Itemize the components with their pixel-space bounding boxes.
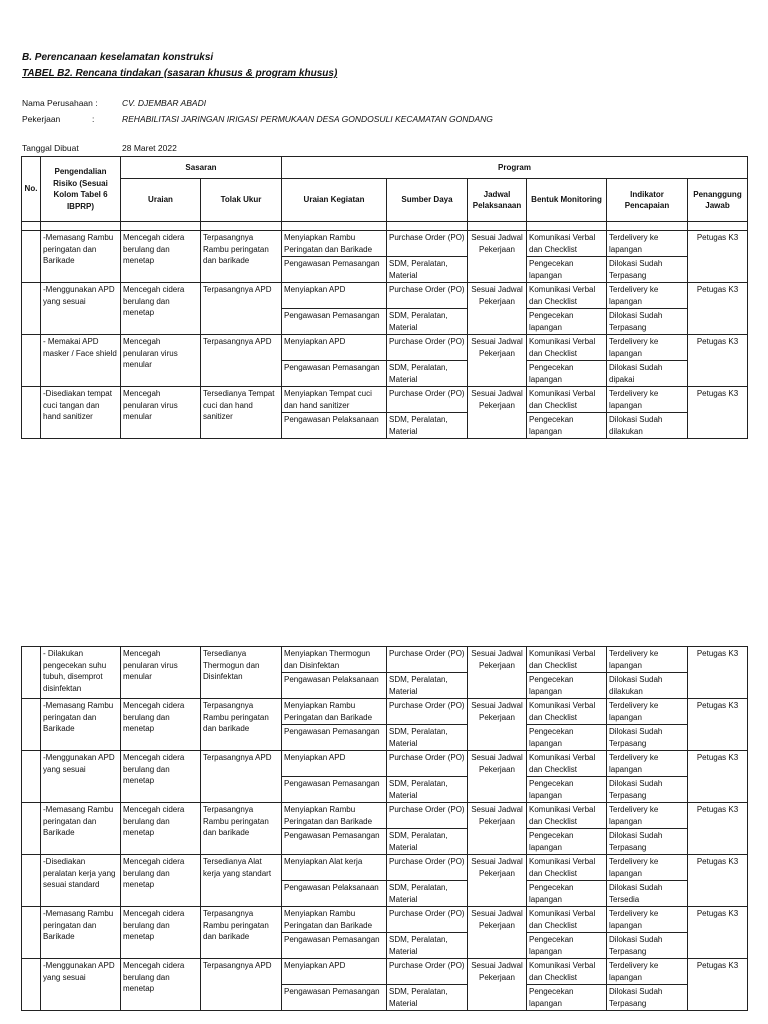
row-number-cell [22, 803, 41, 855]
monitoring-cell: Pengecekan lapangan [527, 413, 607, 439]
pic-cell: Petugas K3 [688, 231, 748, 283]
header-no: No. [22, 157, 41, 222]
monitoring-cell: Pengecekan lapangan [527, 881, 607, 907]
pic-cell: Petugas K3 [688, 907, 748, 959]
table-row [22, 335, 748, 361]
monitoring-cell: Pengecekan lapangan [527, 309, 607, 335]
indicator-cell: Terdelivery ke lapangan [607, 751, 688, 777]
resources-cell: SDM, Peralatan, Material [387, 309, 468, 335]
target-description-cell: Mencegah penularan virus menular [121, 647, 201, 699]
monitoring-cell: Komunikasi Verbal dan Checklist [527, 647, 607, 673]
target-description-cell: Mencegah cidera berulang dan menetap [121, 959, 201, 1011]
indicator-cell: Dilokasi Sudah dilakukan [607, 413, 688, 439]
pic-cell: Petugas K3 [688, 855, 748, 907]
monitoring-cell: Komunikasi Verbal dan Checklist [527, 751, 607, 777]
pic-cell: Petugas K3 [688, 647, 748, 699]
resources-cell: Purchase Order (PO) [387, 907, 468, 933]
resources-cell: SDM, Peralatan, Material [387, 881, 468, 907]
resources-cell: Purchase Order (PO) [387, 335, 468, 361]
activity-cell: Pengawasan Pemasangan [282, 725, 387, 751]
indicator-cell: Terdelivery ke lapangan [607, 647, 688, 673]
activity-cell: Pengawasan Pelaksanaan [282, 881, 387, 907]
monitoring-cell: Komunikasi Verbal dan Checklist [527, 387, 607, 413]
pic-cell: Petugas K3 [688, 387, 748, 439]
activity-cell: Menyiapkan APD [282, 959, 387, 985]
risk-control-cell: -Menggunakan APD yang sesuai [41, 283, 121, 335]
resources-cell: SDM, Peralatan, Material [387, 933, 468, 959]
header-target: Sasaran [121, 157, 282, 179]
job-label: Pekerjaan [22, 114, 61, 124]
activity-cell: Pengawasan Pelaksanaan [282, 673, 387, 699]
header-activity: Uraian Kegiatan [282, 179, 387, 222]
row-number-cell [22, 283, 41, 335]
indicator-cell: Terdelivery ke lapangan [607, 855, 688, 881]
indicator-cell: Dilokasi Sudah Terpasang [607, 309, 688, 335]
header-risk-control: Pengendalian Risiko (Sesuai Kolom Tabel 6 IBPRP) [41, 157, 121, 222]
risk-control-cell: -Memasang Rambu peringatan dan Barikade [41, 699, 121, 751]
activity-cell: Pengawasan Pemasangan [282, 257, 387, 283]
resources-cell: Purchase Order (PO) [387, 803, 468, 829]
resources-cell: Purchase Order (PO) [387, 387, 468, 413]
header-pic: Penanggung Jawab [688, 179, 748, 222]
target-measure-cell: Terpasangnya APD [201, 751, 282, 803]
header-indicator: Indikator Pencapaian [607, 179, 688, 222]
indicator-cell: Terdelivery ke lapangan [607, 387, 688, 413]
monitoring-cell: Pengecekan lapangan [527, 985, 607, 1011]
monitoring-cell: Pengecekan lapangan [527, 257, 607, 283]
monitoring-cell: Pengecekan lapangan [527, 673, 607, 699]
schedule-cell: Sesuai Jadwal Pekerjaan [468, 647, 527, 699]
schedule-cell: Sesuai Jadwal Pekerjaan [468, 751, 527, 803]
resources-cell: Purchase Order (PO) [387, 283, 468, 309]
indicator-cell: Dilokasi Sudah Terpasang [607, 933, 688, 959]
action-plan-table-page-2 [21, 646, 748, 1011]
indicator-cell: Dilokasi Sudah dipakai [607, 361, 688, 387]
monitoring-cell: Pengecekan lapangan [527, 361, 607, 387]
row-number-cell [22, 335, 41, 387]
monitoring-cell: Komunikasi Verbal dan Checklist [527, 231, 607, 257]
company-value: CV. DJEMBAR ABADI [122, 98, 207, 108]
schedule-cell: Sesuai Jadwal Pekerjaan [468, 855, 527, 907]
row-number-cell [22, 907, 41, 959]
risk-control-cell: - Memakai APD masker / Face shield [41, 335, 121, 387]
row-number-cell [22, 959, 41, 1011]
schedule-cell: Sesuai Jadwal Pekerjaan [468, 699, 527, 751]
activity-cell: Menyiapkan Thermogun dan Disinfektan [282, 647, 387, 673]
monitoring-cell: Komunikasi Verbal dan Checklist [527, 855, 607, 881]
resources-cell: SDM, Peralatan, Material [387, 673, 468, 699]
schedule-cell: Sesuai Jadwal Pekerjaan [468, 387, 527, 439]
company-label: Nama Perusahaan : [22, 98, 98, 108]
resources-cell: SDM, Peralatan, Material [387, 777, 468, 803]
indicator-cell: Terdelivery ke lapangan [607, 231, 688, 257]
resources-cell: Purchase Order (PO) [387, 751, 468, 777]
indicator-cell: Dilokasi Sudah Terpasang [607, 829, 688, 855]
pic-cell: Petugas K3 [688, 751, 748, 803]
resources-cell: SDM, Peralatan, Material [387, 257, 468, 283]
monitoring-cell: Komunikasi Verbal dan Checklist [527, 283, 607, 309]
table-row [22, 855, 748, 881]
schedule-cell: Sesuai Jadwal Pekerjaan [468, 907, 527, 959]
indicator-cell: Dilokasi Sudah Terpasang [607, 777, 688, 803]
table-row [22, 387, 748, 413]
table-row [22, 751, 748, 777]
activity-cell: Menyiapkan APD [282, 751, 387, 777]
activity-cell: Menyiapkan APD [282, 283, 387, 309]
date-value: 28 Maret 2022 [122, 143, 177, 153]
table-row [22, 699, 748, 725]
activity-cell: Pengawasan Pemasangan [282, 829, 387, 855]
target-measure-cell: Terpasangnya Rambu peringatan dan barikade [201, 803, 282, 855]
target-description-cell: Mencegah cidera berulang dan menetap [121, 231, 201, 283]
indicator-cell: Dilokasi Sudah dilakukan [607, 673, 688, 699]
activity-cell: Pengawasan Pemasangan [282, 777, 387, 803]
target-description-cell: Mencegah penularan virus menular [121, 387, 201, 439]
resources-cell: SDM, Peralatan, Material [387, 829, 468, 855]
target-measure-cell: Terpasangnya APD [201, 283, 282, 335]
job-separator: : [92, 114, 95, 124]
resources-cell: SDM, Peralatan, Material [387, 985, 468, 1011]
target-measure-cell: Tersedianya Alat kerja yang standart [201, 855, 282, 907]
header-measure: Tolak Ukur [201, 179, 282, 222]
indicator-cell: Dilokasi Sudah Terpasang [607, 725, 688, 751]
indicator-cell: Dilokasi Sudah Tersedia [607, 881, 688, 907]
table-body-page-1 [22, 222, 748, 439]
activity-cell: Pengawasan Pemasangan [282, 361, 387, 387]
target-measure-cell: Terpasangnya APD [201, 335, 282, 387]
monitoring-cell: Pengecekan lapangan [527, 725, 607, 751]
target-measure-cell: Tersedianya Tempat cuci dan hand sanitizer [201, 387, 282, 439]
target-description-cell: Mencegah cidera berulang dan menetap [121, 699, 201, 751]
monitoring-cell: Komunikasi Verbal dan Checklist [527, 699, 607, 725]
target-description-cell: Mencegah cidera berulang dan menetap [121, 855, 201, 907]
risk-control-cell: -Memasang Rambu peringatan dan Barikade [41, 803, 121, 855]
row-number-cell [22, 855, 41, 907]
pic-cell: Petugas K3 [688, 959, 748, 1011]
pic-cell: Petugas K3 [688, 335, 748, 387]
risk-control-cell: - Dilakukan pengecekan suhu tubuh, disemprot disinfektan [41, 647, 121, 699]
risk-control-cell: -Disediakan tempat cuci tangan dan hand sanitizer [41, 387, 121, 439]
target-measure-cell: Terpasangnya APD [201, 959, 282, 1011]
header-description: Uraian [121, 179, 201, 222]
row-number-cell [22, 231, 41, 283]
header-program: Program [282, 157, 748, 179]
activity-cell: Pengawasan Pemasangan [282, 933, 387, 959]
pic-cell: Petugas K3 [688, 803, 748, 855]
monitoring-cell: Komunikasi Verbal dan Checklist [527, 803, 607, 829]
risk-control-cell: -Memasang Rambu peringatan dan Barikade [41, 907, 121, 959]
section-title: B. Perencanaan keselamatan konstruksi [22, 52, 214, 63]
table-row [22, 283, 748, 309]
schedule-cell: Sesuai Jadwal Pekerjaan [468, 231, 527, 283]
table-row [22, 907, 748, 933]
target-measure-cell: Terpasangnya Rambu peringatan dan barikade [201, 699, 282, 751]
indicator-cell: Dilokasi Sudah Terpasang [607, 257, 688, 283]
schedule-cell: Sesuai Jadwal Pekerjaan [468, 335, 527, 387]
risk-control-cell: -Disediakan peralatan kerja yang sesuai standard [41, 855, 121, 907]
pic-cell: Petugas K3 [688, 283, 748, 335]
blank-row [22, 222, 748, 231]
header-resources: Sumber Daya [387, 179, 468, 222]
indicator-cell: Terdelivery ke lapangan [607, 907, 688, 933]
indicator-cell: Terdelivery ke lapangan [607, 283, 688, 309]
monitoring-cell: Komunikasi Verbal dan Checklist [527, 959, 607, 985]
resources-cell: SDM, Peralatan, Material [387, 725, 468, 751]
row-number-cell [22, 387, 41, 439]
target-description-cell: Mencegah cidera berulang dan menetap [121, 751, 201, 803]
activity-cell: Pengawasan Pemasangan [282, 309, 387, 335]
indicator-cell: Dilokasi Sudah Terpasang [607, 985, 688, 1011]
resources-cell: Purchase Order (PO) [387, 959, 468, 985]
resources-cell: Purchase Order (PO) [387, 647, 468, 673]
table-body-page-2 [22, 647, 748, 1011]
job-value: REHABILITASI JARINGAN IRIGASI PERMUKAAN DESA GONDOSULI KECAMATAN GONDANG [122, 114, 493, 124]
monitoring-cell: Komunikasi Verbal dan Checklist [527, 335, 607, 361]
header-monitoring: Bentuk Monitoring [527, 179, 607, 222]
table-title: TABEL B2. Rencana tindakan (sasaran khusus & program khusus) [22, 68, 338, 79]
risk-control-cell: -Menggunakan APD yang sesuai [41, 751, 121, 803]
activity-cell: Pengawasan Pelaksanaan [282, 413, 387, 439]
indicator-cell: Terdelivery ke lapangan [607, 959, 688, 985]
row-number-cell [22, 699, 41, 751]
target-measure-cell: Terpasangnya Rambu peringatan dan barikade [201, 231, 282, 283]
table-row [22, 803, 748, 829]
monitoring-cell: Komunikasi Verbal dan Checklist [527, 907, 607, 933]
target-measure-cell: Tersedianya Thermogun dan Disinfektan [201, 647, 282, 699]
indicator-cell: Terdelivery ke lapangan [607, 699, 688, 725]
row-number-cell [22, 751, 41, 803]
activity-cell: Menyiapkan Rambu Peringatan dan Barikade [282, 231, 387, 257]
target-description-cell: Mencegah cidera berulang dan menetap [121, 803, 201, 855]
resources-cell: Purchase Order (PO) [387, 855, 468, 881]
monitoring-cell: Pengecekan lapangan [527, 829, 607, 855]
risk-control-cell: -Menggunakan APD yang sesuai [41, 959, 121, 1011]
activity-cell: Menyiapkan Alat kerja [282, 855, 387, 881]
table-row [22, 959, 748, 985]
indicator-cell: Terdelivery ke lapangan [607, 803, 688, 829]
schedule-cell: Sesuai Jadwal Pekerjaan [468, 283, 527, 335]
header-schedule: Jadwal Pelaksanaan [468, 179, 527, 222]
schedule-cell: Sesuai Jadwal Pekerjaan [468, 803, 527, 855]
activity-cell: Menyiapkan Rambu Peringatan dan Barikade [282, 803, 387, 829]
activity-cell: Menyiapkan Rambu Peringatan dan Barikade [282, 907, 387, 933]
activity-cell: Menyiapkan Tempat cuci dan hand sanitizer [282, 387, 387, 413]
resources-cell: SDM, Peralatan, Material [387, 413, 468, 439]
target-description-cell: Mencegah cidera berulang dan menetap [121, 907, 201, 959]
table-row [22, 647, 748, 673]
activity-cell: Menyiapkan APD [282, 335, 387, 361]
indicator-cell: Terdelivery ke lapangan [607, 335, 688, 361]
pic-cell: Petugas K3 [688, 699, 748, 751]
table-row [22, 231, 748, 257]
resources-cell: SDM, Peralatan, Material [387, 361, 468, 387]
monitoring-cell: Pengecekan lapangan [527, 933, 607, 959]
activity-cell: Pengawasan Pemasangan [282, 985, 387, 1011]
schedule-cell: Sesuai Jadwal Pekerjaan [468, 959, 527, 1011]
monitoring-cell: Pengecekan lapangan [527, 777, 607, 803]
target-description-cell: Mencegah penularan virus menular [121, 335, 201, 387]
target-measure-cell: Terpasangnya Rambu peringatan dan barikade [201, 907, 282, 959]
action-plan-table-page-1 [21, 156, 748, 439]
row-number-cell [22, 647, 41, 699]
resources-cell: Purchase Order (PO) [387, 699, 468, 725]
resources-cell: Purchase Order (PO) [387, 231, 468, 257]
target-description-cell: Mencegah cidera berulang dan menetap [121, 283, 201, 335]
risk-control-cell: -Memasang Rambu peringatan dan Barikade [41, 231, 121, 283]
activity-cell: Menyiapkan Rambu Peringatan dan Barikade [282, 699, 387, 725]
date-label: Tanggal Dibuat [22, 143, 79, 153]
